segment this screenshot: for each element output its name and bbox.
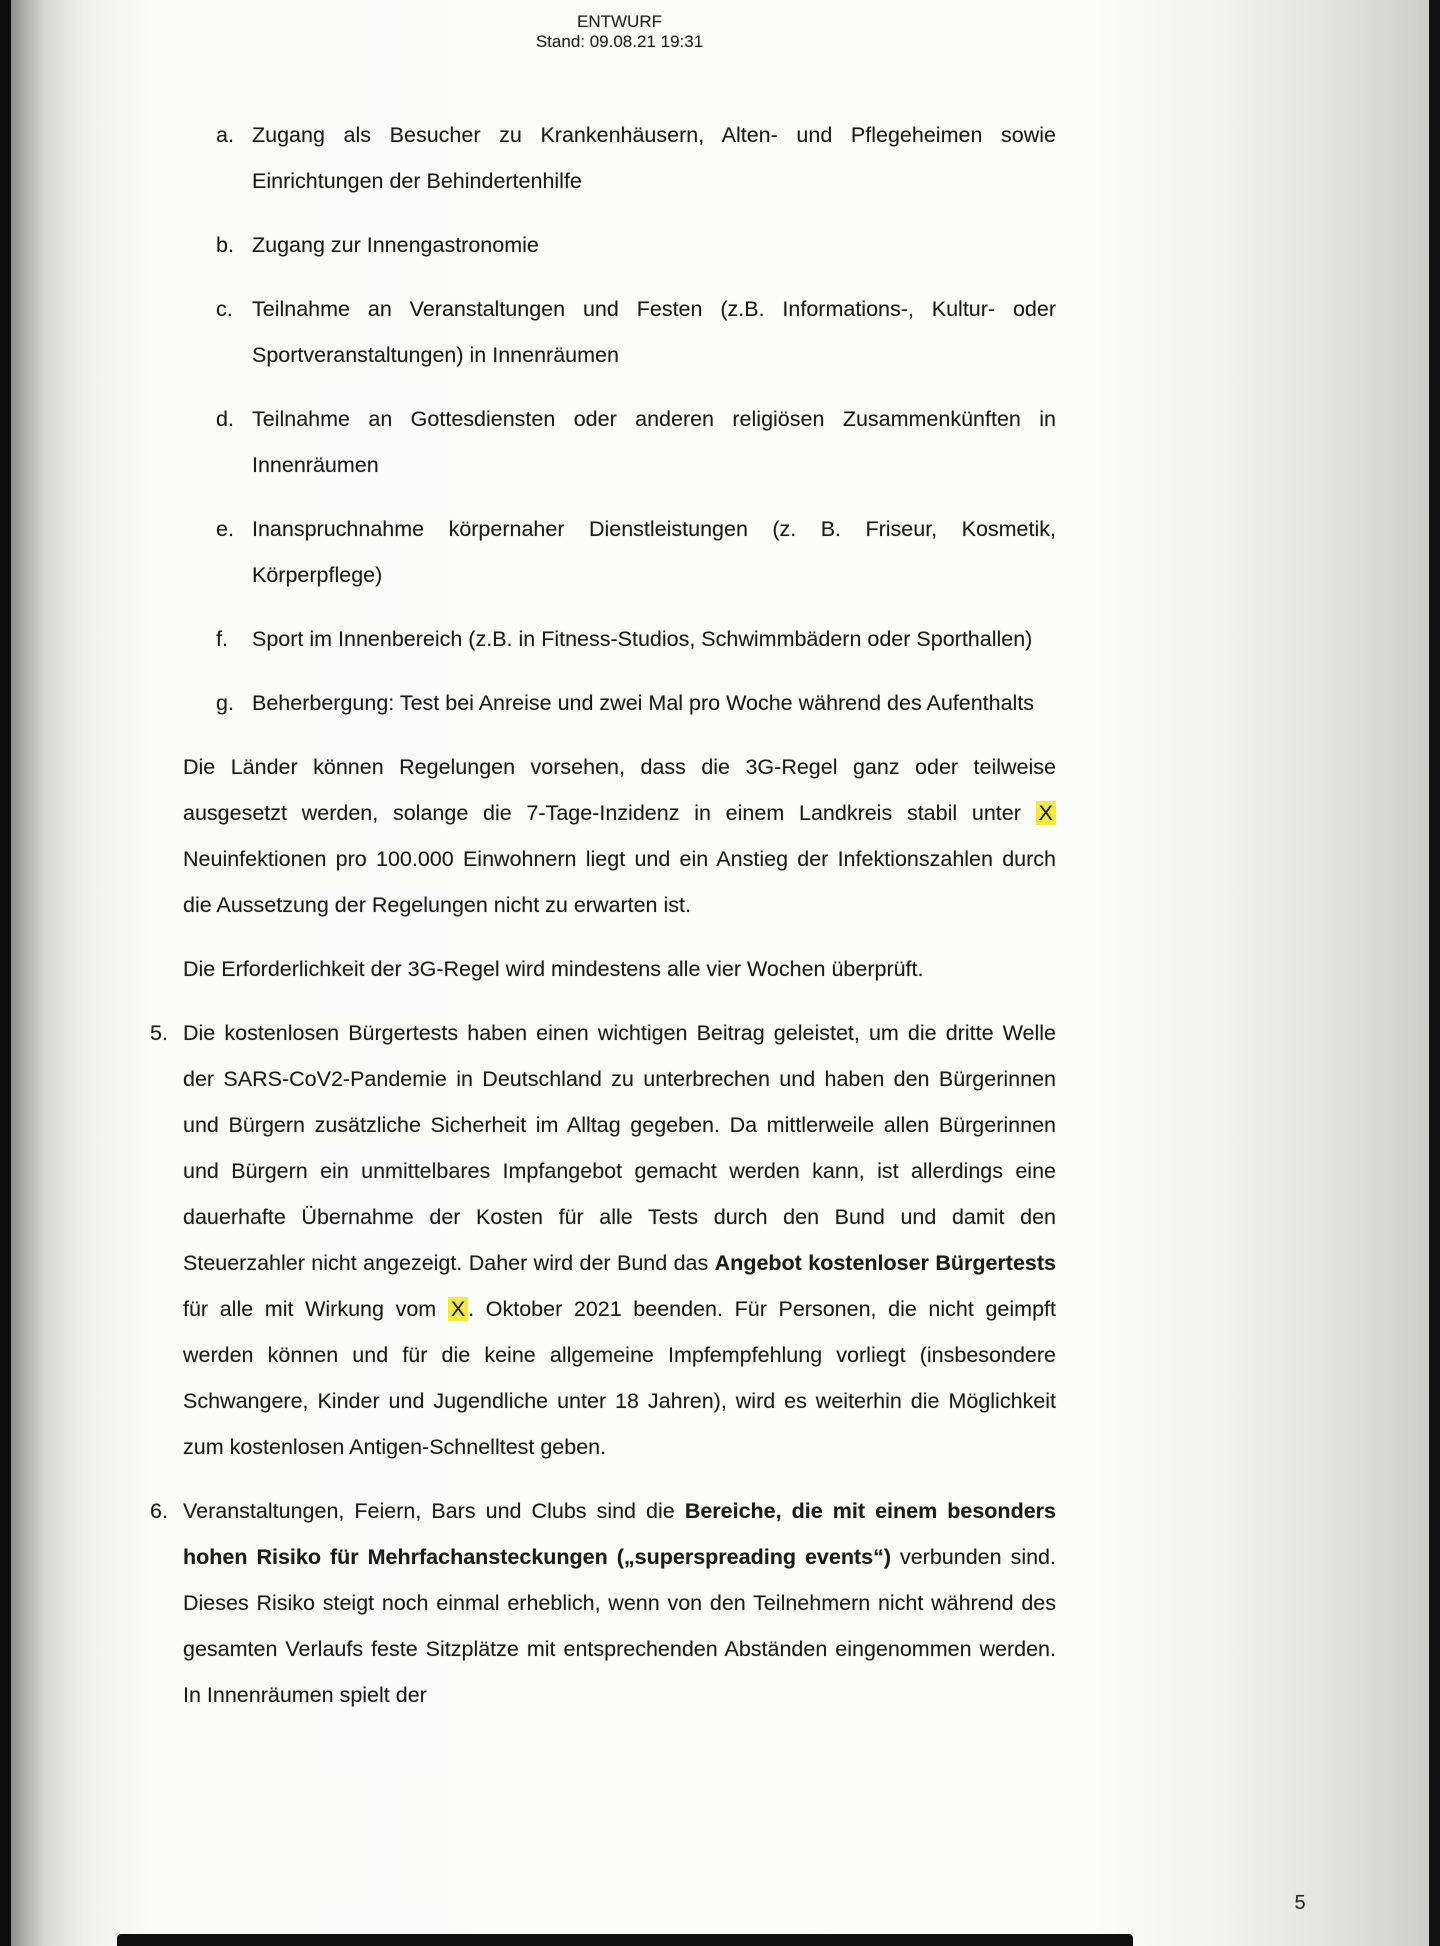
- draft-label: ENTWURF: [577, 12, 662, 31]
- draft-timestamp: Stand: 09.08.21 19:31: [535, 32, 704, 51]
- paragraph-text: Die kostenlosen Bürgertests haben einen wichtigen Beitrag geleistet, um die dritte Welle der SARS-CoV2-Pandemie in Deutschland zu unterbrechen und haben den Bürgerinnen und Bürgern zusätzliche Sicherheit im Alltag gegeben. Da mittlerweile allen Bürgerinnen und Bürgern ein unmittelbares Impfangebot gemacht werden kann, ist allerdings eine dauerhafte Übernahme der Kosten für alle Tests durch den Bund und damit den Steuerzahler nicht angezeigt. Daher wird der Bund das: [183, 1021, 1056, 1275]
- list-item-text: Teilnahme an Veranstaltungen und Festen (z.B. Informations-, Kultur- oder Sportveranstaltungen) in Innenräumen: [252, 297, 1056, 367]
- list-item-text: Sport im Innenbereich (z.B. in Fitness-Studios, Schwimmbädern oder Sporthallen): [252, 627, 1033, 651]
- paragraph-laender-3g-regel: [183, 744, 1056, 928]
- numbered-item-6: [150, 1488, 1056, 1718]
- list-item-f: [216, 616, 1056, 662]
- numbered-item-5: [150, 1010, 1056, 1470]
- list-item-e: [216, 506, 1056, 598]
- list-item-c: [216, 286, 1056, 378]
- paragraph-text: verbunden sind. Dieses Risiko steigt noch einmal erheblich, wenn von den Teilnehmern nicht während des gesamten Verlaufs feste Sitzplätze mit entsprechenden Abständen eingenommen werden. In Innenräumen spielt der: [183, 1545, 1056, 1707]
- scan-artifact-bottom-bar: [117, 1934, 1133, 1946]
- numbered-item-text: [183, 1010, 1056, 1470]
- list-item-a: [216, 112, 1056, 204]
- scan-artifact-right-bar: [1429, 0, 1440, 1946]
- bold-superspreading-risiko: Bereiche, die mit einem besonders hohen Risiko für Mehrfachansteckungen („superspreading events“): [183, 1499, 1056, 1569]
- list-item-marker: e.: [216, 517, 234, 541]
- page-number: 5: [1294, 1892, 1306, 1914]
- list-item-marker: c.: [216, 297, 233, 321]
- paragraph-erforderlichkeit: Die Erforderlichkeit der 3G-Regel wird mindestens alle vier Wochen überprüft.: [183, 957, 924, 981]
- list-item-d: [216, 396, 1056, 488]
- numbered-item-marker: 5.: [150, 1021, 168, 1045]
- scan-artifact-left-bar: [0, 0, 11, 1946]
- list-item-g: [216, 680, 1056, 726]
- list-item-marker: d.: [216, 407, 234, 431]
- document-header: [183, 12, 1056, 52]
- paragraph-text: für alle mit Wirkung vom: [183, 1297, 448, 1321]
- list-item-text: Beherbergung: Test bei Anreise und zwei Mal pro Woche während des Aufenthalts: [252, 691, 1035, 715]
- paragraph-text: Die Länder können Regelungen vorsehen, dass die 3G-Regel ganz oder teilweise ausgesetzt werden, solange die 7-Tage-Inzidenz in einem Landkreis stabil unter: [183, 755, 1056, 825]
- highlighted-placeholder-x-incidence: X: [1036, 801, 1056, 825]
- list-item-marker: f.: [216, 627, 228, 651]
- list-item-text: Zugang als Besucher zu Krankenhäusern, Alten- und Pflegeheimen sowie Einrichtungen der Behindertenhilfe: [252, 123, 1056, 193]
- list-item-marker: a.: [216, 123, 234, 147]
- list-item-text: Inanspruchnahme körpernaher Dienstleistungen (z. B. Friseur, Kosmetik, Körperpflege): [252, 517, 1056, 587]
- highlighted-placeholder-x-date: X: [448, 1297, 468, 1321]
- numbered-item-marker: 6.: [150, 1499, 168, 1523]
- list-item-text: Zugang zur Innengastronomie: [252, 233, 539, 257]
- paragraph-text: Veranstaltungen, Feiern, Bars und Clubs sind die: [183, 1499, 685, 1523]
- bold-angebot-kostenloser-buergertests: Angebot kostenloser Bürgertests: [714, 1251, 1056, 1275]
- paragraph-text: . Oktober 2021 beenden. Für Personen, die nicht geimpft werden können und für die keine allgemeine Impfempfehlung vorliegt (insbesondere Schwangere, Kinder und Jugendliche unter 18 Jahren), wird es weiterhin die Möglichkeit zum kostenlosen Antigen-Schnelltest geben.: [183, 1297, 1056, 1459]
- numbered-item-text: [183, 1488, 1056, 1718]
- list-item-text: Teilnahme an Gottesdiensten oder anderen religiösen Zusammenkünften in Innenräumen: [252, 407, 1056, 477]
- list-item-b: [216, 222, 1056, 268]
- document-body: [150, 112, 1056, 1736]
- list-item-marker: b.: [216, 233, 234, 257]
- list-item-marker: g.: [216, 691, 234, 715]
- paragraph-text: Neuinfektionen pro 100.000 Einwohnern liegt und ein Anstieg der Infektionszahlen durch die Aussetzung der Regelungen nicht zu erwarten ist.: [183, 847, 1056, 917]
- lettered-list: [183, 112, 1056, 726]
